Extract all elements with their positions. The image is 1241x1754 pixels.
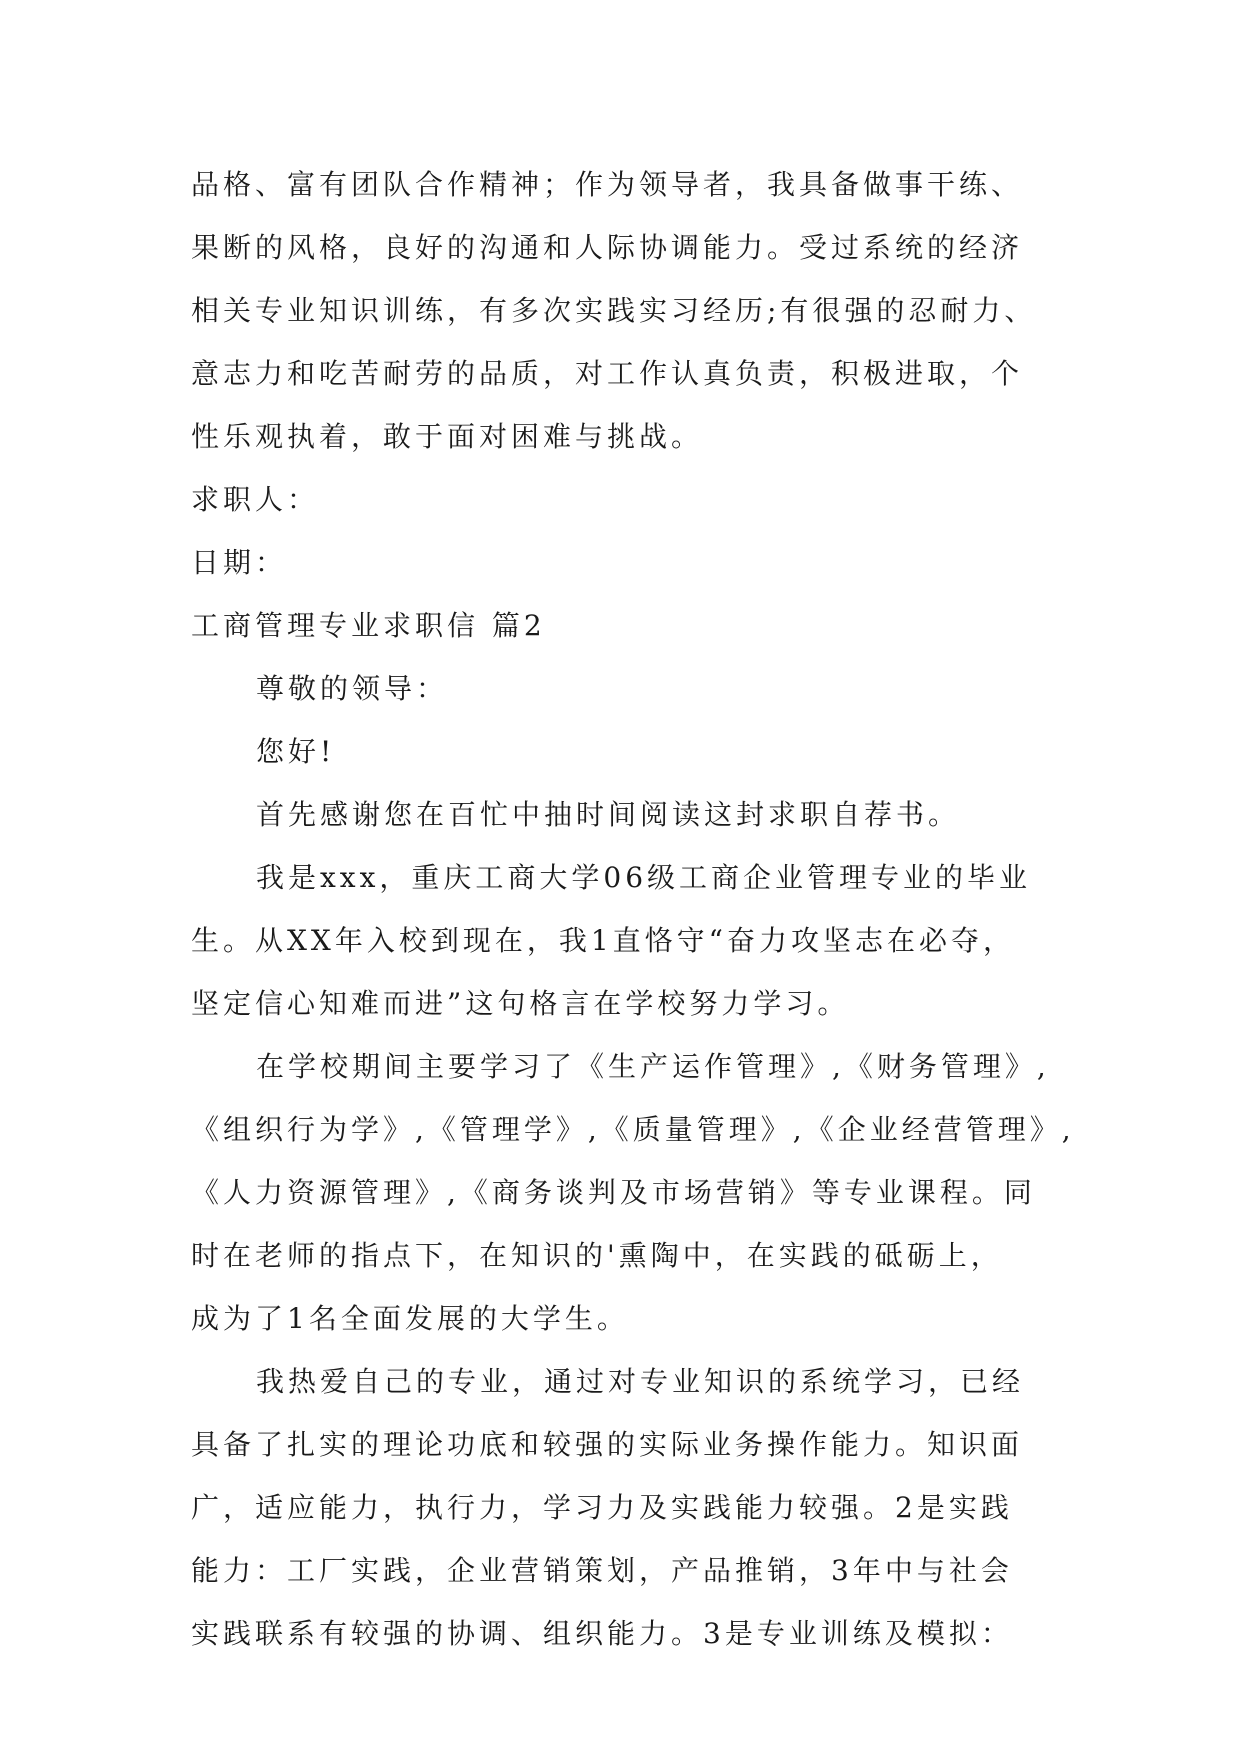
body-text-line: 在学校期间主要学习了《生产运作管理》,《财务管理》, xyxy=(256,1050,1050,1083)
body-text-line: 实践联系有较强的协调、组织能力。3是专业训练及模拟： xyxy=(191,1617,1013,1650)
body-text-line: 我是xxx，重庆工商大学06级工商企业管理专业的毕业 xyxy=(256,861,1032,894)
applicant-label: 求职人： xyxy=(191,483,320,516)
body-text-line: 坚定信心知难而进”这句格言在学校努力学习。 xyxy=(191,987,850,1020)
body-text-line: 广，适应能力，执行力，学习力及实践能力较强。2是实践 xyxy=(191,1491,1013,1524)
body-text-line: 《组织行为学》,《管理学》,《质量管理》,《企业经营管理》, xyxy=(191,1113,1075,1146)
body-text-line: 果断的风格，良好的沟通和人际协调能力。受过系统的经济 xyxy=(191,231,1024,264)
greeting: 您好! xyxy=(256,735,336,768)
date-label: 日期： xyxy=(191,546,288,579)
body-text-line: 生。从XX年入校到现在，我1直恪守“奋力攻坚志在必夺， xyxy=(191,924,1015,957)
body-text-line: 《人力资源管理》,《商务谈判及市场营销》等专业课程。同 xyxy=(191,1176,1036,1209)
body-text-line: 能力：工厂实践，企业营销策划，产品推销，3年中与社会 xyxy=(191,1554,1013,1587)
body-text-line: 时在老师的指点下，在知识的'熏陶中，在实践的砥砺上， xyxy=(191,1239,1003,1272)
body-text-line: 品格、富有团队合作精神；作为领导者，我具备做事干练、 xyxy=(191,168,1024,201)
body-text-line: 意志力和吃苦耐劳的品质，对工作认真负责，积极进取，个 xyxy=(191,357,1024,390)
salutation: 尊敬的领导： xyxy=(256,672,449,705)
body-text-line: 相关专业知识训练，有多次实践实习经历;有很强的忍耐力、 xyxy=(191,294,1037,327)
body-text-line: 成为了1名全面发展的大学生。 xyxy=(191,1302,629,1335)
body-text-line: 具备了扎实的理论功底和较强的实际业务操作能力。知识面 xyxy=(191,1428,1024,1461)
body-text-line: 首先感谢您在百忙中抽时间阅读这封求职自荐书。 xyxy=(256,798,961,831)
section-heading: 工商管理专业求职信 篇2 xyxy=(191,609,546,642)
body-text-line: 我热爱自己的专业，通过对专业知识的系统学习，已经 xyxy=(256,1365,1025,1398)
body-text-line: 性乐观执着，敢于面对困难与挑战。 xyxy=(191,420,704,453)
